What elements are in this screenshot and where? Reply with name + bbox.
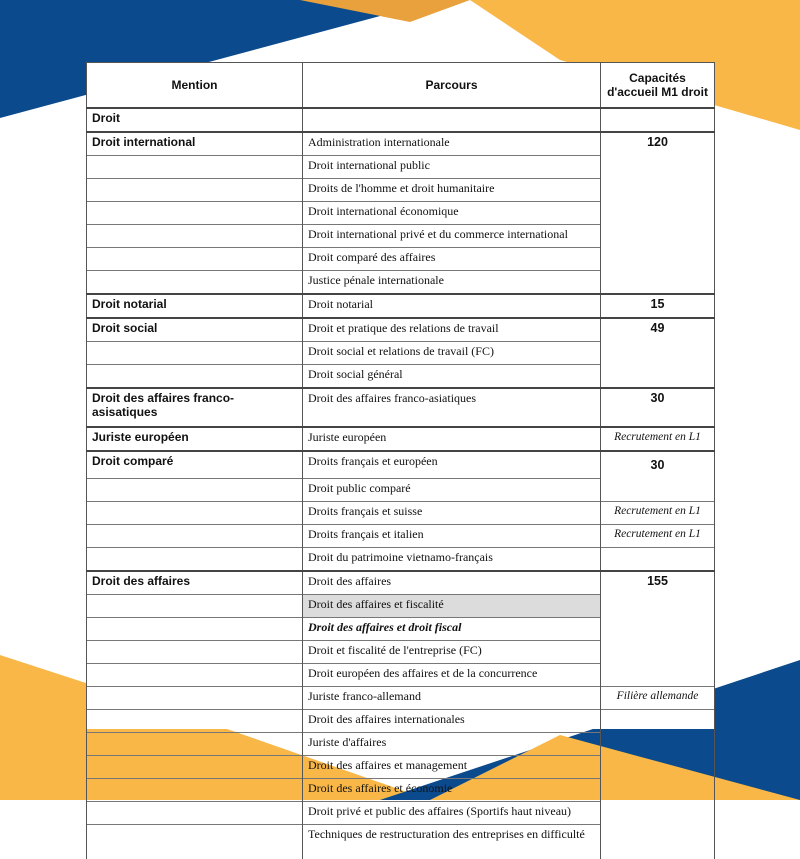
mention-cell: Droit des affaires	[87, 571, 303, 595]
table-row	[87, 732, 715, 755]
capacity-cell	[601, 108, 715, 132]
capacity-cell	[601, 755, 715, 778]
table-row	[87, 225, 715, 248]
capacity-cell	[601, 594, 715, 617]
mention-cell	[87, 478, 303, 501]
mention-cell	[87, 778, 303, 801]
table-row	[87, 365, 715, 389]
table-row	[87, 132, 715, 156]
table-row	[87, 755, 715, 778]
parcours-cell: Droit international économique	[303, 202, 601, 225]
parcours-cell: Droit social et relations de travail (FC)	[303, 342, 601, 365]
parcours-cell: Droit international privé et du commerce international	[303, 225, 601, 248]
parcours-cell: Droit des affaires et management	[303, 755, 601, 778]
mention-cell	[87, 271, 303, 295]
mention-cell	[87, 686, 303, 709]
capacity-cell	[601, 801, 715, 824]
table-row	[87, 108, 715, 132]
table-row	[87, 156, 715, 179]
parcours-cell: Droit des affaires internationales	[303, 709, 601, 732]
header-mention: Mention	[87, 63, 303, 109]
table-row	[87, 248, 715, 271]
table-row	[87, 271, 715, 295]
parcours-cell: Droits français et italien	[303, 524, 601, 547]
table-row	[87, 179, 715, 202]
parcours-cell: Droits français et européen	[303, 451, 601, 478]
table-row	[87, 824, 715, 859]
mention-cell: Droit comparé	[87, 451, 303, 478]
mention-cell	[87, 524, 303, 547]
parcours-cell: Droit du patrimoine vietnamo-français	[303, 547, 601, 571]
parcours-cell: Droit et fiscalité de l'entreprise (FC)	[303, 640, 601, 663]
capacity-cell: Recrutement en L1	[601, 524, 715, 547]
parcours-cell-emphasized: Droit des affaires et droit fiscal	[303, 617, 601, 640]
mention-cell: Droit	[87, 108, 303, 132]
parcours-cell: Techniques de restructuration des entreprises en difficulté	[303, 824, 601, 859]
mention-cell	[87, 640, 303, 663]
parcours-cell	[303, 108, 601, 132]
capacity-cell	[601, 824, 715, 859]
capacity-cell: 49	[601, 318, 715, 342]
capacity-cell	[601, 202, 715, 225]
parcours-cell: Administration internationale	[303, 132, 601, 156]
capacity-cell	[601, 248, 715, 271]
table-row	[87, 778, 715, 801]
parcours-cell: Droit européen des affaires et de la concurrence	[303, 663, 601, 686]
table-row	[87, 388, 715, 427]
parcours-cell: Droit privé et public des affaires (Sportifs haut niveau)	[303, 801, 601, 824]
mention-cell	[87, 225, 303, 248]
mention-cell	[87, 547, 303, 571]
table-row	[87, 686, 715, 709]
parcours-cell: Juriste d'affaires	[303, 732, 601, 755]
table-row	[87, 663, 715, 686]
parcours-cell: Droit et pratique des relations de travail	[303, 318, 601, 342]
table-row	[87, 451, 715, 478]
mention-cell	[87, 732, 303, 755]
capacity-cell: 30	[601, 451, 715, 478]
capacity-cell	[601, 640, 715, 663]
mention-cell	[87, 824, 303, 859]
capacity-cell: 120	[601, 132, 715, 156]
capacity-cell	[601, 732, 715, 755]
parcours-cell: Juriste franco-allemand	[303, 686, 601, 709]
parcours-cell: Droits de l'homme et droit humanitaire	[303, 179, 601, 202]
mention-cell	[87, 342, 303, 365]
mention-cell: Droit notarial	[87, 294, 303, 318]
mention-cell	[87, 663, 303, 686]
parcours-cell: Droits français et suisse	[303, 501, 601, 524]
table-row	[87, 294, 715, 318]
mention-cell	[87, 594, 303, 617]
capacity-cell: 155	[601, 571, 715, 595]
capacity-cell: Recrutement en L1	[601, 501, 715, 524]
table-row	[87, 617, 715, 640]
capacity-cell: 30	[601, 388, 715, 427]
parcours-cell: Droit notarial	[303, 294, 601, 318]
parcours-cell-highlighted: Droit des affaires et fiscalité	[303, 594, 601, 617]
table-header-row	[87, 63, 715, 109]
table-row	[87, 478, 715, 501]
mention-cell: Droit social	[87, 318, 303, 342]
header-parcours: Parcours	[303, 63, 601, 109]
mention-cell	[87, 801, 303, 824]
capacity-cell: Recrutement en L1	[601, 427, 715, 451]
parcours-cell: Justice pénale internationale	[303, 271, 601, 295]
mention-cell	[87, 202, 303, 225]
mention-cell	[87, 501, 303, 524]
parcours-cell: Droit des affaires et économie	[303, 778, 601, 801]
parcours-cell: Droit des affaires franco-asiatiques	[303, 388, 601, 427]
mention-cell	[87, 179, 303, 202]
mention-cell	[87, 617, 303, 640]
parcours-cell: Droit comparé des affaires	[303, 248, 601, 271]
mention-cell	[87, 709, 303, 732]
capacity-cell	[601, 547, 715, 571]
parcours-cell: Droit des affaires	[303, 571, 601, 595]
capacity-cell: 15	[601, 294, 715, 318]
capacity-cell: Filière allemande	[601, 686, 715, 709]
table-row	[87, 501, 715, 524]
capacity-cell	[601, 225, 715, 248]
mention-cell: Juriste européen	[87, 427, 303, 451]
header-capacity: Capacités d'accueil M1 droit	[601, 63, 715, 109]
capacity-cell	[601, 478, 715, 501]
mention-cell: Droit des affaires franco-asisatiques	[87, 388, 303, 427]
mention-cell	[87, 156, 303, 179]
capacity-cell	[601, 709, 715, 732]
table-row	[87, 709, 715, 732]
parcours-cell: Droit public comparé	[303, 478, 601, 501]
mention-cell	[87, 365, 303, 389]
table-row	[87, 594, 715, 617]
table-row	[87, 801, 715, 824]
capacity-cell	[601, 342, 715, 365]
capacity-cell	[601, 156, 715, 179]
capacity-cell	[601, 663, 715, 686]
mention-cell	[87, 248, 303, 271]
table-row	[87, 571, 715, 595]
table-row	[87, 202, 715, 225]
capacity-cell	[601, 365, 715, 389]
capacity-cell	[601, 617, 715, 640]
table-row	[87, 547, 715, 571]
capacity-cell	[601, 179, 715, 202]
table-row	[87, 342, 715, 365]
mention-cell	[87, 755, 303, 778]
mention-cell: Droit international	[87, 132, 303, 156]
capacity-cell	[601, 778, 715, 801]
table-row	[87, 427, 715, 451]
table-row	[87, 318, 715, 342]
table-row	[87, 524, 715, 547]
parcours-cell: Juriste européen	[303, 427, 601, 451]
table-row	[87, 640, 715, 663]
parcours-cell: Droit international public	[303, 156, 601, 179]
capacity-cell	[601, 271, 715, 295]
document-page	[86, 62, 714, 841]
capacity-table	[86, 62, 715, 859]
parcours-cell: Droit social général	[303, 365, 601, 389]
